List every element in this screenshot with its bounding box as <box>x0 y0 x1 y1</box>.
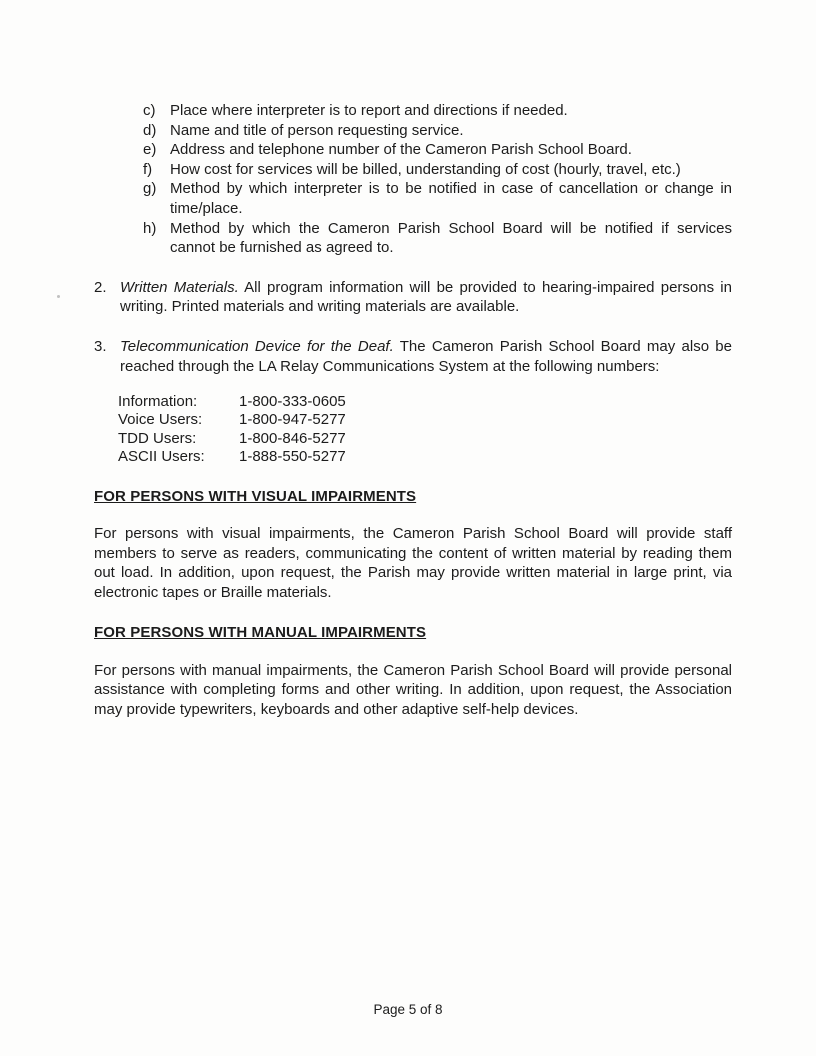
list-item-label: d) <box>143 121 157 139</box>
section-body <box>120 337 732 376</box>
numbered-section-written-materials <box>94 278 732 317</box>
section-lead: Written Materials. <box>120 278 239 296</box>
numbered-section-telecommunication-device <box>94 337 732 376</box>
phone-row <box>118 411 732 429</box>
list-item-label: g) <box>143 180 157 198</box>
list-item-label: e) <box>143 141 157 159</box>
list-item-text: Address and telephone number of the Cameron Parish School Board. <box>170 141 632 159</box>
list-item-label: h) <box>143 219 157 237</box>
phone-label: ASCII Users: <box>118 447 205 465</box>
heading-manual-impairments: FOR PERSONS WITH MANUAL IMPAIRMENTS <box>94 624 427 642</box>
list-item-label: c) <box>143 102 156 119</box>
phone-label: TDD Users: <box>118 429 197 447</box>
list-item-text: Name and title of person requesting service. <box>170 121 464 139</box>
document-page <box>94 101 732 719</box>
phone-label: Information: <box>118 393 198 411</box>
section-number: 3. <box>94 337 107 355</box>
phone-row <box>118 393 732 411</box>
phone-number: 1-888-550-5277 <box>239 447 346 465</box>
phone-number: 1-800-846-5277 <box>239 429 346 447</box>
section-text: The Cameron Parish School Board may also be reached through the LA Relay Communications System at the following numbers: <box>120 337 732 375</box>
list-item-text: How cost for services will be billed, understanding of cost (hourly, travel, etc.) <box>170 160 681 178</box>
page-number-footer: Page 5 of 8 <box>373 1002 443 1017</box>
heading-visual-impairments: FOR PERSONS WITH VISUAL IMPAIRMENTS <box>94 487 417 505</box>
list-item <box>143 219 732 258</box>
lettered-list <box>143 101 732 258</box>
list-item-text: Method by which interpreter is to be notified in case of cancellation or change in time/place. <box>170 180 732 217</box>
section-text: All program information will be provided to hearing-impaired persons in writing. Printed materials and writing materials are available. <box>120 278 732 316</box>
list-item <box>143 101 732 121</box>
section-number: 2. <box>94 278 107 296</box>
list-item <box>143 140 732 160</box>
list-item-text: Method by which the Cameron Parish School Board will be notified if services cannot be furnished as agreed to. <box>170 219 732 257</box>
list-item <box>143 179 732 218</box>
phone-label: Voice Users: <box>118 411 203 429</box>
list-item <box>143 160 732 180</box>
paragraph-visual-impairments: For persons with visual impairments, the Cameron Parish School Board will provide staff members to serve as readers, communicating the content of written material by reading them out load. In addition, upon request, the Parish may provide written material in large print, via electronic tapes or Braille materials. <box>94 525 732 601</box>
phone-number: 1-800-333-0605 <box>239 393 346 411</box>
list-item-label: f) <box>143 160 153 178</box>
phone-number: 1-800-947-5277 <box>239 411 346 429</box>
phone-number-list <box>118 393 732 466</box>
list-item <box>143 121 732 141</box>
phone-row <box>118 430 732 448</box>
section-body <box>120 278 732 317</box>
paragraph-manual-impairments: For persons with manual impairments, the Cameron Parish School Board will provide personal assistance with completing forms and other writing. In addition, upon request, the Association may provide typewriters, keyboards and other adaptive self-help devices. <box>94 661 732 718</box>
list-item-text: Place where interpreter is to report and directions if needed. <box>170 102 568 119</box>
scan-artifact-dot <box>57 295 60 298</box>
phone-row <box>118 448 732 466</box>
section-lead: Telecommunication Device for the Deaf. <box>120 337 394 355</box>
